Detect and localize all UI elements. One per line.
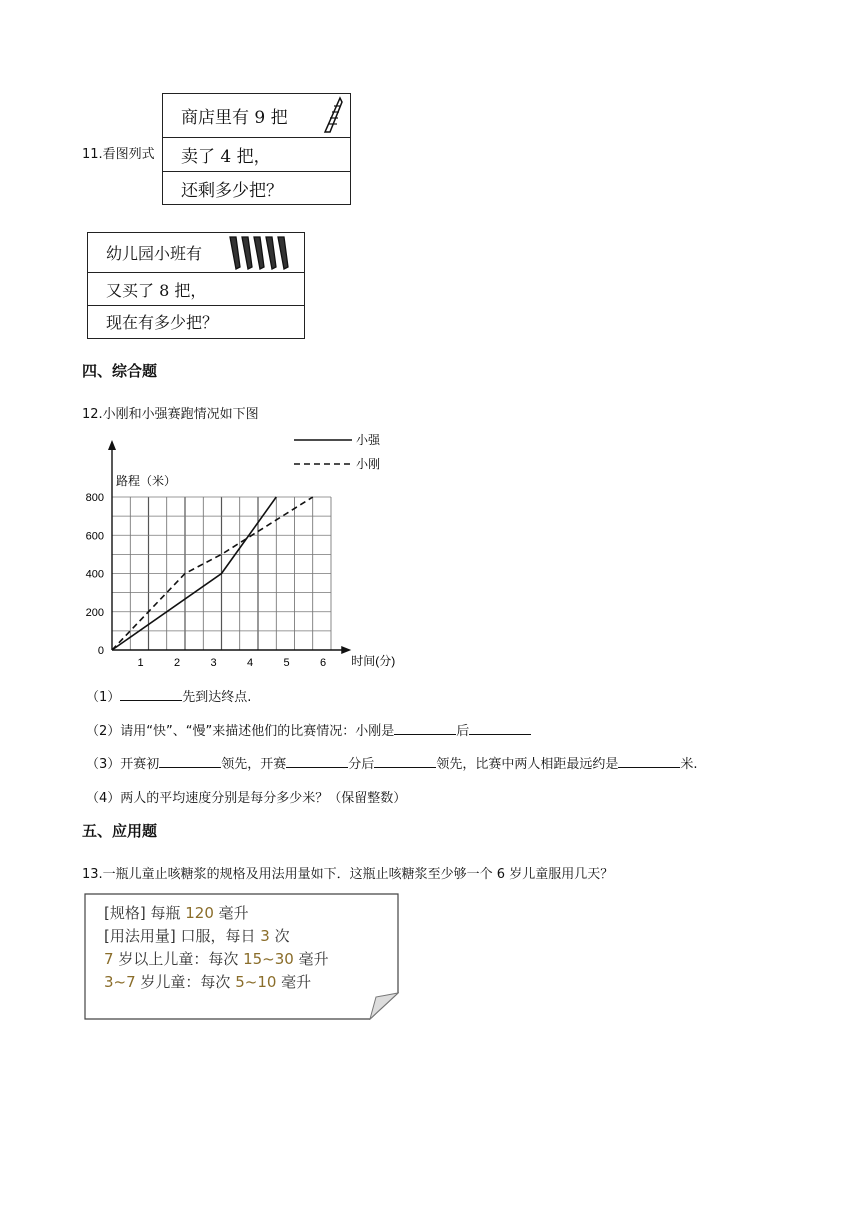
- usage-unit: 次: [269, 927, 290, 945]
- box2-text-2: 又买了 8 把，: [106, 280, 207, 300]
- y-tick-label: 800: [85, 492, 104, 504]
- section-4-heading: 四、综合题: [82, 362, 158, 380]
- answer-blank[interactable]: [374, 755, 436, 768]
- dose-line-older: [104, 948, 329, 971]
- age-number: 3~7: [104, 973, 136, 991]
- dose-unit: 毫升: [276, 973, 312, 991]
- y-tick-label: 0: [97, 645, 104, 657]
- x-tick-label: 6: [319, 657, 327, 668]
- answer-blank[interactable]: [286, 755, 348, 768]
- q12-sub3: [86, 753, 697, 772]
- q12-sub3-a: （3）开赛初: [86, 757, 160, 772]
- answer-blank[interactable]: [469, 722, 531, 735]
- medicine-label-text: [104, 902, 329, 994]
- answer-blank[interactable]: [159, 755, 221, 768]
- dose-text: 岁儿童：每次: [135, 973, 236, 991]
- dose-line-younger: [104, 971, 329, 994]
- dose-number: 15~30: [243, 950, 294, 968]
- legend-label-1: 小强: [356, 433, 381, 447]
- q12-sub3-c: 分后: [348, 757, 375, 772]
- q11-figure-2: [87, 232, 305, 339]
- legend-label-2: 小刚: [356, 457, 381, 471]
- age-number: 7: [104, 950, 114, 968]
- answer-blank[interactable]: [618, 755, 680, 768]
- box2-text-1: 幼儿园小班有: [106, 244, 203, 263]
- q12-sub1-text: 先到达终点.: [182, 690, 252, 705]
- section-5-heading: 五、应用题: [82, 822, 158, 840]
- usage-text: [用法用量] 口服，每日: [104, 927, 261, 945]
- box2-row-2: [88, 273, 304, 306]
- answer-blank[interactable]: [120, 688, 182, 701]
- x-axis-label: 时间(分): [351, 654, 396, 668]
- q11-label: 11.看图列式: [82, 147, 155, 162]
- q12-sub2-text: （2）请用“快”、“慢”来描述他们的比赛情况：小刚是: [86, 724, 395, 739]
- box2-text-3: 现在有多少把？: [106, 313, 219, 332]
- y-tick-label: 200: [85, 606, 104, 619]
- abacus-icon: [322, 96, 344, 134]
- dose-text: 岁以上儿童：每次: [113, 950, 244, 968]
- usage-number: 3: [260, 927, 270, 945]
- box1-row-3: [163, 172, 350, 204]
- q13-title: 13.一瓶儿童止咳糖浆的规格及用法用量如下．这瓶止咳糖浆至少够一个 6 岁儿童服用几天？: [82, 867, 614, 882]
- box1-row-2: [163, 138, 350, 172]
- q12-sub3-b: 领先，开赛: [221, 757, 287, 772]
- spec-number: 120: [185, 904, 214, 922]
- box1-text-2: 卖了 4 把，: [181, 147, 271, 167]
- q12-sub2-mid: 后: [456, 724, 470, 739]
- q12-sub2: [86, 720, 531, 739]
- q12-title: 12.小刚和小强赛跑情况如下图: [82, 407, 259, 422]
- box1-text-3: 还剩多少把？: [181, 180, 283, 201]
- x-tick-label: 1: [137, 657, 144, 668]
- answer-blank[interactable]: [394, 722, 456, 735]
- q12-sub3-d: 领先，比赛中两人相距最远约是: [436, 757, 619, 772]
- box2-row-1: [88, 233, 304, 273]
- spec-unit: 毫升: [213, 904, 249, 922]
- box2-row-3: [88, 306, 304, 337]
- box1-text-1: 商店里有 9 把: [181, 108, 288, 128]
- q12-sub1-prefix: （1）: [86, 690, 121, 705]
- box1-row-1: [163, 94, 350, 138]
- x-tick-label: 2: [173, 657, 181, 668]
- x-tick-label: 3: [210, 657, 217, 668]
- x-axis-arrow: [341, 646, 351, 654]
- y-tick-label: 400: [85, 568, 104, 581]
- y-tick-label: 600: [85, 530, 104, 543]
- dose-number: 5~10: [235, 973, 277, 991]
- y-axis-label: 路程（米）: [116, 474, 177, 488]
- q12-sub1: [86, 686, 251, 705]
- spec-line: [104, 902, 329, 925]
- x-tick-label: 4: [246, 657, 254, 668]
- race-chart: [82, 428, 402, 668]
- q11-figure-1: [162, 93, 351, 205]
- y-axis-arrow: [108, 440, 116, 450]
- spec-text: [规格] 每瓶: [104, 904, 186, 922]
- x-tick-label: 5: [283, 657, 290, 668]
- usage-line: [104, 925, 329, 948]
- dose-unit: 毫升: [293, 950, 329, 968]
- q12-sub4: （4）两人的平均速度分别是每分多少米？（保留整数）: [86, 791, 407, 806]
- brushes-icon: [226, 235, 294, 271]
- q12-sub3-e: 米.: [680, 757, 698, 772]
